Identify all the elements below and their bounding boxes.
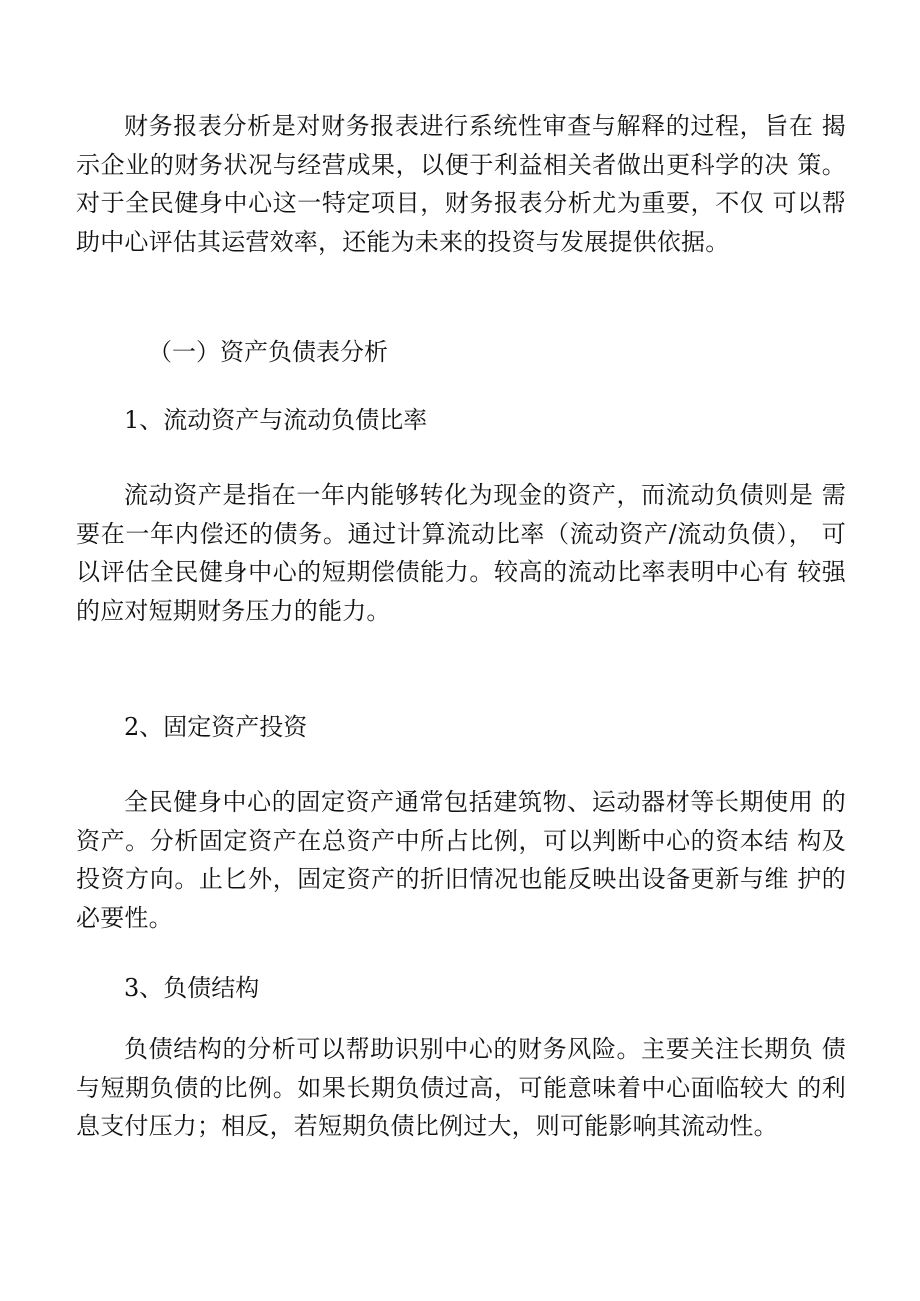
section-title: （一）资产负债表分析 xyxy=(148,338,388,366)
item-1-heading: 1、流动资产与流动负债比率 xyxy=(124,406,428,434)
item-3-paragraph: 负债结构的分析可以帮助识别中心的财务风险。主要关注长期负 债与短期负债的比例。如果长期负债过高，可能意味着中心面临较大 的利息支付压力；相反，若短期负债比例过大，则可能影响其流动性。 xyxy=(76,1035,846,1140)
item-2-paragraph: 全民健身中心的固定资产通常包括建筑物、运动器材等长期使用 的资产。分析固定资产在总资产中所占比例，可以判断中心的资本结 构及投资方向。止匕外，固定资产的折旧情况也能反映出设备更新与维 护的必要性。 xyxy=(76,788,846,932)
item-1-paragraph: 流动资产是指在一年内能够转化为现金的资产，而流动负债则是 需要在一年内偿还的债务。通过计算流动比率（流动资产/流动负债）， 可以评估全民健身中心的短期偿债能力。较高的流动比率表明中心有 较强的应对短期财务压力的能力。 xyxy=(76,481,846,625)
intro-paragraph: 财务报表分析是对财务报表进行系统性审查与解释的过程，旨在 揭示企业的财务状况与经营成果，以便于利益相关者做出更科学的决 策。对于全民健身中心这一特定项目，财务报表分析尤为重要，不仅 可以帮助中心评估其运营效率，还能为未来的投资与发展提供依据。 xyxy=(76,112,846,256)
item-3-heading: 3、负债结构 xyxy=(124,974,260,1002)
item-2-heading: 2、固定资产投资 xyxy=(124,713,308,741)
